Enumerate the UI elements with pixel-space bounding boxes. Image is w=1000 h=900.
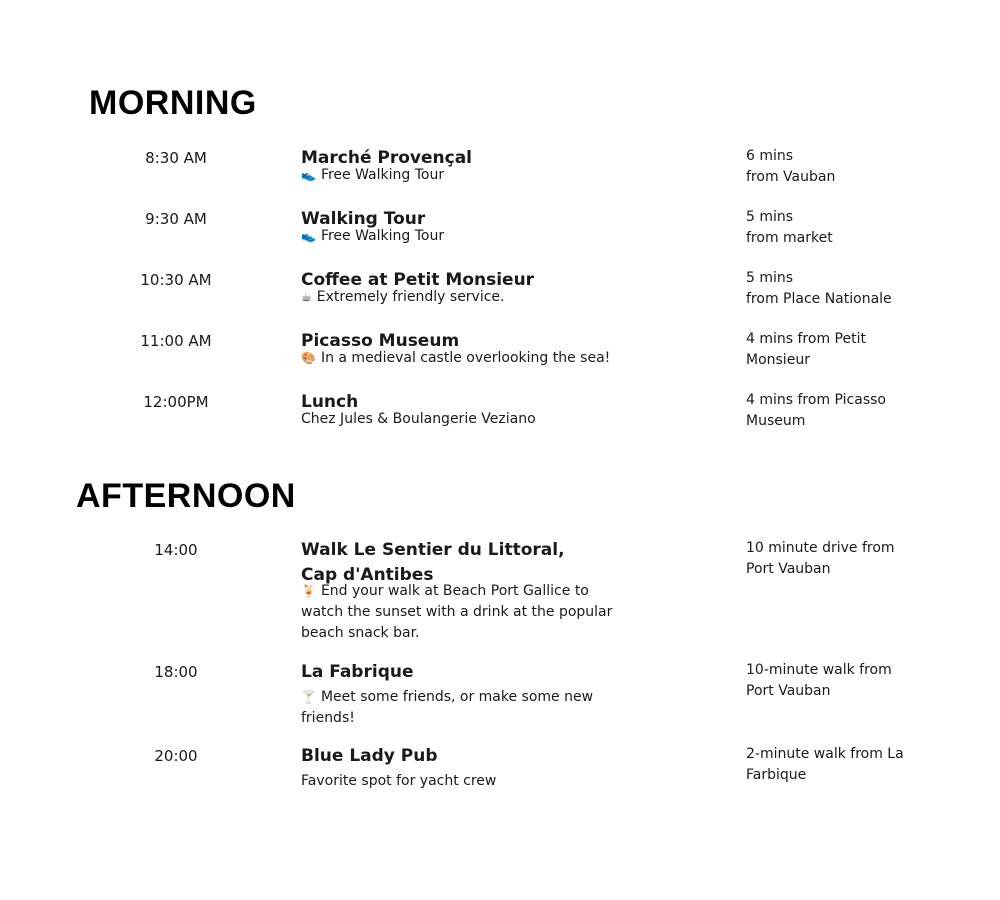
event-title: Coffee at Petit Monsieur <box>301 270 535 290</box>
event-title: La Fabrique <box>301 662 414 682</box>
event-title: Picasso Museum <box>301 331 460 351</box>
distance-line-2: from market <box>746 230 833 246</box>
event-title: Blue Lady Pub <box>301 746 438 766</box>
coffee-icon: ☕ <box>301 290 312 304</box>
distance-line-2: from Vauban <box>746 169 836 185</box>
event-time: 14:00 <box>154 541 198 559</box>
event-distance <box>746 207 926 249</box>
event-time: 10:30 AM <box>140 271 212 289</box>
event-distance: 10-minute walk from Port Vauban <box>746 662 892 699</box>
distance-line-1: 5 mins <box>746 270 794 286</box>
event-distance: 2-minute walk from La Farbique <box>746 746 904 783</box>
event-title: Marché Provençal <box>301 148 473 168</box>
event-distance: 4 mins from Petit Monsieur <box>746 331 866 368</box>
event-description: 🍸 Meet some friends, or make some new friends! <box>301 689 594 726</box>
cocktail-icon: 🍸 <box>301 690 316 704</box>
morning-heading: MORNING <box>89 84 257 122</box>
event-description: 👟 Free Walking Tour <box>301 167 445 183</box>
event-distance <box>746 146 926 188</box>
distance-line-1: 6 mins <box>746 148 794 164</box>
event-title: Lunch <box>301 392 359 412</box>
event-description: 👟 Free Walking Tour <box>301 228 445 244</box>
event-description: 🍹 End your walk at Beach Port Gallice to watch the sunset with a drink at the popular beach snack bar. <box>301 583 613 641</box>
event-description: 🎨 In a medieval castle overlooking the sea! <box>301 350 611 366</box>
event-time: 11:00 AM <box>140 332 212 350</box>
event-time: 8:30 AM <box>145 149 207 167</box>
event-time: 18:00 <box>154 663 198 681</box>
event-distance: 10 minute drive from Port Vauban <box>746 540 895 577</box>
distance-line-2: from Place Nationale <box>746 291 892 307</box>
event-description: ☕ Extremely friendly service. <box>301 289 505 305</box>
event-title: Walking Tour <box>301 209 426 229</box>
event-title: Walk Le Sentier du Littoral, Cap d'Antibes <box>301 540 565 585</box>
distance-line-1: 5 mins <box>746 209 794 225</box>
shoe-icon: 👟 <box>301 229 316 243</box>
event-description: Favorite spot for yacht crew <box>301 773 497 789</box>
event-time: 12:00PM <box>143 393 209 411</box>
palette-icon: 🎨 <box>301 351 316 365</box>
afternoon-heading: AFTERNOON <box>76 477 296 515</box>
event-distance <box>746 268 926 310</box>
event-distance: 4 mins from Picasso Museum <box>746 392 886 429</box>
tropical-drink-icon: 🍹 <box>301 584 316 598</box>
shoe-icon: 👟 <box>301 168 316 182</box>
event-time: 20:00 <box>154 747 198 765</box>
event-time: 9:30 AM <box>145 210 207 228</box>
event-description: Chez Jules & Boulangerie Veziano <box>301 411 536 427</box>
